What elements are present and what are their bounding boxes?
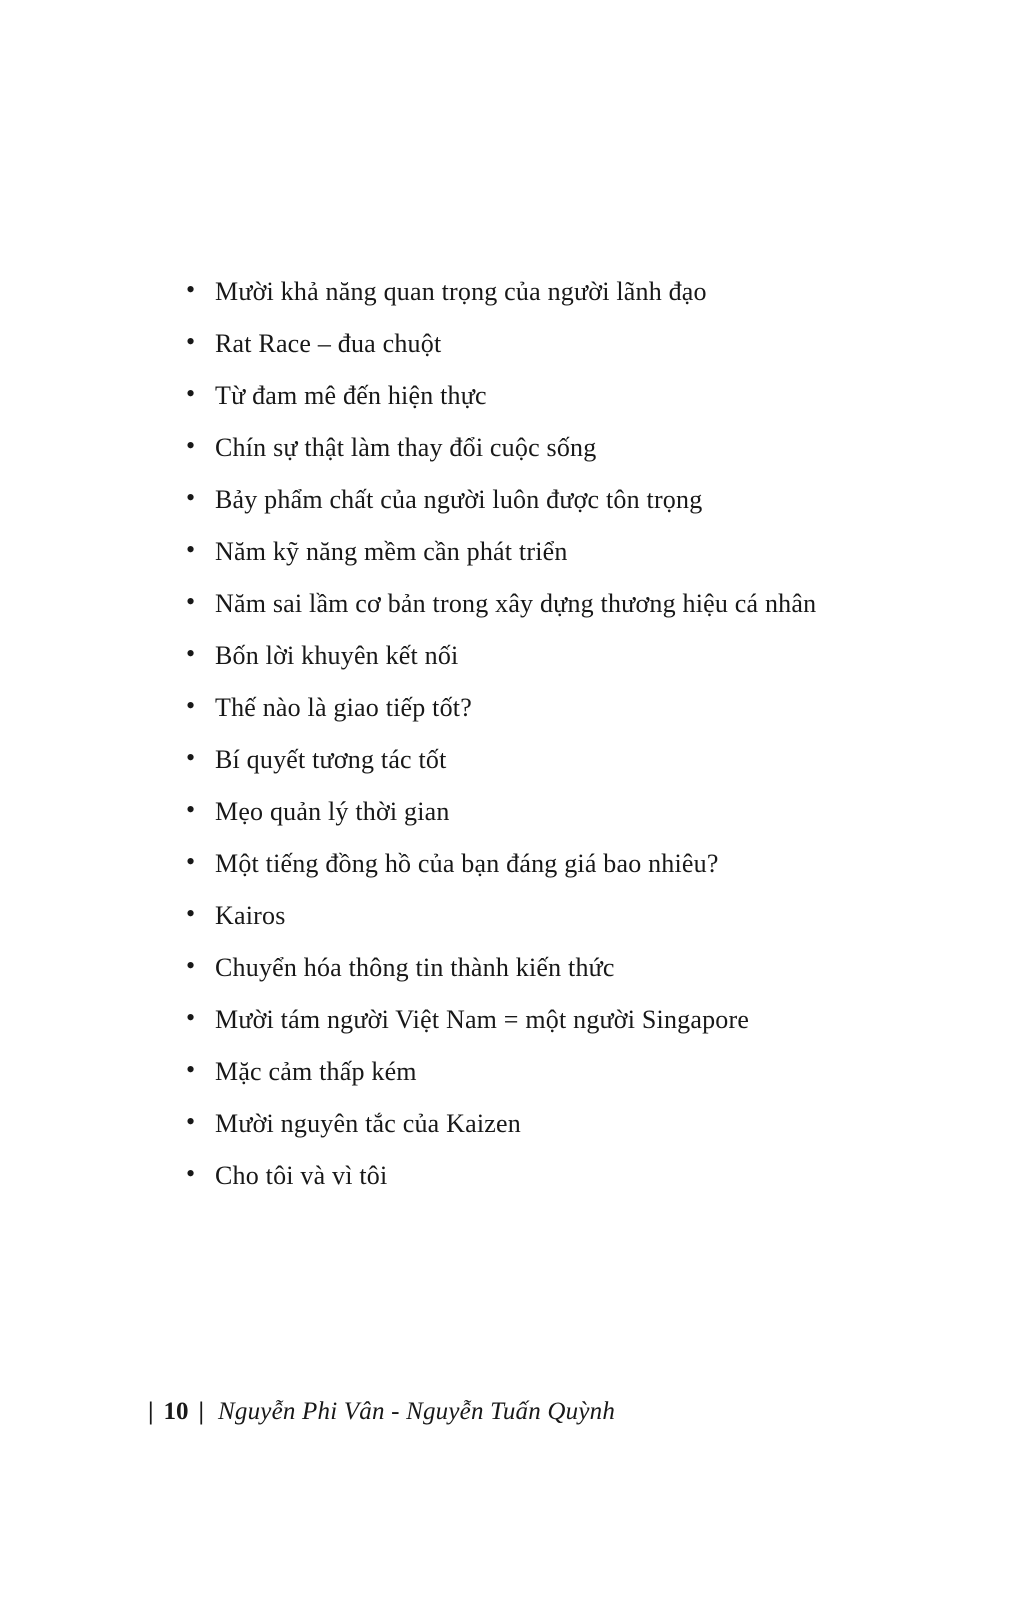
toc-item: • Rat Race – đua chuột: [215, 322, 845, 366]
toc-item: • Năm sai lầm cơ bản trong xây dựng thương hiệu cá nhân: [215, 582, 845, 626]
toc-item: • Bí quyết tương tác tốt: [215, 738, 845, 782]
footer-separator-right: |: [198, 1398, 205, 1425]
toc-item: • Thế nào là giao tiếp tốt?: [215, 686, 845, 730]
toc-item: • Chuyển hóa thông tin thành kiến thức: [215, 946, 845, 990]
toc-list: [215, 270, 845, 1206]
toc-item: • Mười khả năng quan trọng của người lãnh đạo: [215, 270, 845, 314]
toc-item: • Mười tám người Việt Nam = một người Singapore: [215, 998, 845, 1042]
footer-authors: Nguyễn Phi Vân - Nguyễn Tuấn Quỳnh: [218, 1398, 616, 1425]
toc-item: • Bảy phẩm chất của người luôn được tôn trọng: [215, 478, 845, 522]
footer-separator-left: |: [148, 1398, 154, 1425]
toc-item: • Mặc cảm thấp kém: [215, 1050, 845, 1094]
toc-item: • Mẹo quản lý thời gian: [215, 790, 845, 834]
page-number: 10: [163, 1398, 189, 1425]
toc-item: • Một tiếng đồng hồ của bạn đáng giá bao nhiêu?: [215, 842, 845, 886]
page-footer: [148, 1396, 615, 1428]
toc-item: • Năm kỹ năng mềm cần phát triển: [215, 530, 845, 574]
toc-item: • Bốn lời khuyên kết nối: [215, 634, 845, 678]
toc-item: • Từ đam mê đến hiện thực: [215, 374, 845, 418]
toc-item: • Cho tôi và vì tôi: [215, 1154, 845, 1198]
toc-item: • Kairos: [215, 894, 845, 938]
toc-item: • Chín sự thật làm thay đổi cuộc sống: [215, 426, 845, 470]
toc-item: • Mười nguyên tắc của Kaizen: [215, 1102, 845, 1146]
